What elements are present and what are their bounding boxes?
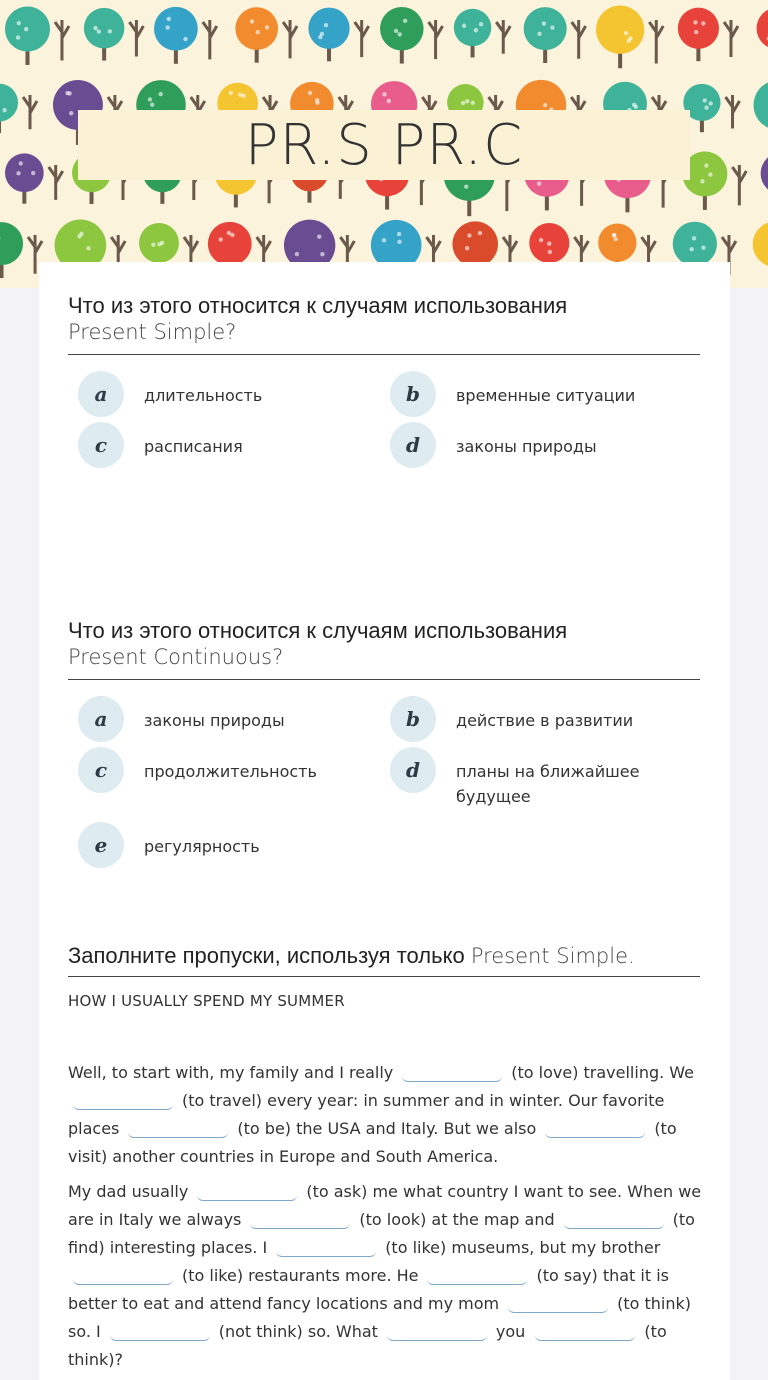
tree-dot	[108, 29, 112, 33]
tree-crown	[380, 7, 424, 51]
bare-tree	[732, 165, 746, 205]
tree-dot	[324, 23, 328, 27]
tree-dot	[256, 30, 260, 34]
tree-dot	[230, 233, 234, 237]
tree-dot	[318, 35, 322, 39]
story-text: (to say) that it is better to eat and attend fancy locations and my mom	[68, 1266, 669, 1313]
blank-input[interactable]	[545, 1119, 645, 1138]
fill-task-title-sub: Present Simple.	[470, 944, 635, 968]
tree-crown	[524, 7, 567, 50]
story-text: (to ask) me what country I want to see. When we are in Italy we always	[68, 1182, 702, 1229]
tree-dot	[17, 21, 21, 25]
tree-dot	[31, 171, 35, 175]
story-text: (to look) at the map and	[359, 1210, 555, 1229]
tree-dot	[689, 247, 693, 251]
tree-crown	[452, 221, 498, 267]
story-text: (to think) so. I	[68, 1294, 692, 1341]
tree-crown	[0, 84, 18, 122]
tree-dot	[709, 101, 713, 105]
tree-dot	[77, 234, 81, 238]
tree-dot	[159, 92, 163, 96]
tree-dot	[474, 28, 478, 32]
tree-dot	[708, 172, 712, 176]
tree-dot	[150, 103, 154, 107]
tree-dot	[703, 98, 707, 102]
story-text: (to like) museums, but my brother	[385, 1238, 661, 1257]
story-text: (to think)?	[68, 1322, 667, 1369]
bare-tree	[129, 20, 143, 56]
story-text: (to like) restaurants more. He	[182, 1266, 419, 1285]
option-letter-badge: c	[78, 422, 124, 468]
question-1-option-c[interactable]	[78, 422, 364, 468]
option-label: действие в развитии	[456, 711, 634, 730]
question-1-title	[68, 293, 700, 355]
tree-dot	[628, 36, 632, 40]
option-label: временные ситуации	[456, 386, 636, 405]
blank-input[interactable]	[276, 1238, 376, 1257]
bare-tree	[572, 20, 586, 59]
question-2-option-a[interactable]	[78, 696, 364, 742]
option-label: регулярность	[144, 837, 260, 856]
tree-dot	[701, 245, 705, 249]
tree-dot	[16, 35, 20, 39]
blank-input[interactable]	[387, 1322, 487, 1341]
blank-input[interactable]	[73, 1091, 173, 1110]
story-heading: HOW I USUALLY SPEND MY SUMMER	[68, 992, 345, 1010]
tree-dot	[465, 99, 469, 103]
tree-dot	[86, 246, 90, 250]
tree-dot	[165, 25, 169, 29]
option-letter-badge: d	[390, 747, 436, 793]
tree-dot	[542, 21, 546, 25]
tree-crown	[596, 6, 644, 54]
tree-dot	[2, 108, 6, 112]
worksheet-card	[39, 262, 730, 1380]
bare-tree	[649, 20, 663, 63]
blank-input[interactable]	[508, 1294, 608, 1313]
story-text: (to travel) every year: in summer and in winter. Our favorite places	[68, 1091, 665, 1138]
story-text: My dad usually	[68, 1182, 189, 1201]
question-2-option-b[interactable]	[390, 696, 676, 742]
tree-dot	[471, 101, 475, 105]
tree-dot	[397, 32, 401, 36]
tree-dot	[467, 233, 471, 237]
tree-dot	[694, 30, 698, 34]
tree-dot	[320, 252, 324, 256]
blank-input[interactable]	[110, 1322, 210, 1341]
tree-dot	[704, 163, 708, 167]
fill-task-title-main: Заполните пропуски, используя только	[68, 943, 465, 968]
tree-dot	[461, 101, 465, 105]
bare-tree	[49, 165, 63, 200]
tree-dot	[295, 252, 299, 256]
tree-crown	[308, 8, 349, 49]
tree-crown	[598, 223, 636, 261]
blank-input[interactable]	[535, 1322, 635, 1341]
tree-dot	[701, 21, 705, 25]
question-2-option-d[interactable]	[390, 747, 676, 809]
option-letter-badge: a	[78, 371, 124, 417]
tree-crown	[84, 8, 125, 49]
tree-dot	[403, 19, 407, 23]
tree-dot	[465, 246, 469, 250]
tree-dot	[229, 91, 233, 95]
tree-dot	[238, 93, 242, 97]
tree-crown	[673, 222, 717, 266]
story-text: Well, to start with, my family and I really	[68, 1063, 394, 1082]
tree-dot	[464, 184, 468, 188]
question-2-option-c[interactable]	[78, 747, 364, 793]
option-label: планы на ближайшее будущее	[456, 762, 640, 806]
title-box	[78, 110, 690, 180]
tree-dot	[624, 31, 628, 35]
story-text: you	[495, 1322, 526, 1341]
question-2-title	[68, 618, 700, 680]
option-letter-badge: d	[390, 422, 436, 468]
story-paragraph-1	[68, 1059, 703, 1171]
header-banner	[0, 0, 768, 288]
story-text: (to find) interesting places. I	[68, 1210, 695, 1257]
tree-crown	[454, 9, 491, 46]
tree-dot	[16, 171, 20, 175]
tree-crown	[754, 80, 768, 130]
question-1-option-b[interactable]	[390, 371, 676, 417]
tree-crown	[5, 153, 44, 192]
tree-crown	[753, 221, 768, 267]
question-1-option-d[interactable]	[390, 422, 676, 468]
bare-tree	[283, 20, 297, 58]
tree-dot	[537, 181, 541, 185]
option-label: длительность	[144, 386, 263, 405]
tree-crown	[0, 222, 23, 265]
tree-dot	[693, 20, 697, 24]
option-letter-badge: c	[78, 747, 124, 793]
tree-dot	[65, 91, 69, 95]
option-letter-badge: e	[78, 822, 124, 868]
tree-dot	[397, 240, 401, 244]
option-letter-badge: b	[390, 371, 436, 417]
story-text: (to love) travelling. We	[511, 1063, 695, 1082]
option-letter-badge: a	[78, 696, 124, 742]
tree-dot	[382, 92, 386, 96]
tree-dot	[539, 238, 543, 242]
tree-dot	[93, 26, 97, 30]
tree-dot	[250, 19, 254, 23]
tree-crown	[208, 222, 252, 266]
page-title: PR.S PR.C	[244, 112, 524, 178]
tree-crown	[757, 7, 768, 49]
tree-dot	[704, 105, 708, 109]
tree-crown	[678, 8, 719, 49]
tree-dot	[613, 237, 617, 241]
tree-crown	[235, 7, 278, 50]
option-label: законы природы	[144, 711, 285, 730]
tree-dot	[151, 243, 155, 247]
blank-input[interactable]	[564, 1210, 664, 1229]
tree-dot	[700, 179, 704, 183]
story-text: (not think) so. What	[218, 1322, 378, 1341]
tree-dot	[547, 241, 551, 245]
blank-input[interactable]	[250, 1210, 350, 1229]
tree-dot	[397, 232, 401, 236]
bare-tree	[203, 20, 217, 59]
story-text: (to be) the USA and Italy. But we also	[237, 1119, 537, 1138]
blank-input[interactable]	[402, 1063, 502, 1082]
bare-tree	[23, 95, 37, 129]
story-text: (to visit) another countries in Europe and South America.	[68, 1119, 677, 1166]
bare-tree	[724, 20, 738, 57]
question-2-title-main: Что из этого относится к случаям использования	[68, 618, 568, 643]
bare-tree	[429, 20, 443, 59]
tree-dot	[167, 17, 171, 21]
tree-dot	[634, 105, 638, 109]
blank-input[interactable]	[197, 1182, 297, 1201]
tree-dot	[387, 99, 391, 103]
bare-tree	[726, 95, 740, 128]
tree-dot	[543, 103, 547, 107]
question-2-title-sub: Present Continuous?	[68, 645, 284, 669]
tree-dot	[308, 91, 312, 95]
tree-dot	[315, 98, 319, 102]
tree-dot	[317, 235, 321, 239]
fill-task-title	[68, 943, 700, 977]
bare-tree	[55, 20, 69, 60]
blank-input[interactable]	[427, 1266, 527, 1285]
tree-dot	[265, 25, 269, 29]
tree-dot	[69, 111, 73, 115]
option-letter-badge: b	[390, 696, 436, 742]
tree-dot	[537, 32, 541, 36]
bare-tree	[355, 20, 369, 57]
tree-crown	[761, 152, 768, 194]
question-1-title-sub: Present Simple?	[68, 320, 237, 344]
tree-dot	[550, 25, 554, 29]
tree-dot	[612, 233, 616, 237]
tree-dot	[479, 22, 483, 26]
tree-dot	[160, 241, 164, 245]
question-1-option-a[interactable]	[78, 371, 364, 417]
bare-tree	[496, 20, 510, 54]
option-label: законы природы	[456, 437, 597, 456]
tree-dot	[394, 29, 398, 33]
tree-dot	[219, 237, 223, 241]
option-label: продолжительность	[144, 762, 317, 781]
tree-dot	[692, 236, 696, 240]
tree-dot	[548, 250, 552, 254]
tree-dot	[97, 29, 101, 33]
tree-dot	[148, 97, 152, 101]
tree-dot	[19, 161, 23, 165]
tree-dot	[183, 37, 187, 41]
option-label: расписания	[144, 437, 243, 456]
question-1-title-main: Что из этого относится к случаям использования	[68, 293, 568, 318]
tree-dot	[462, 24, 466, 28]
tree-dot	[478, 231, 482, 235]
tree-dot	[24, 27, 28, 31]
tree-crown	[154, 7, 198, 51]
blank-input[interactable]	[128, 1119, 228, 1138]
question-2-option-e[interactable]	[78, 822, 364, 868]
blank-input[interactable]	[73, 1266, 173, 1285]
story-paragraph-2	[68, 1178, 703, 1374]
tree-dot	[382, 238, 386, 242]
